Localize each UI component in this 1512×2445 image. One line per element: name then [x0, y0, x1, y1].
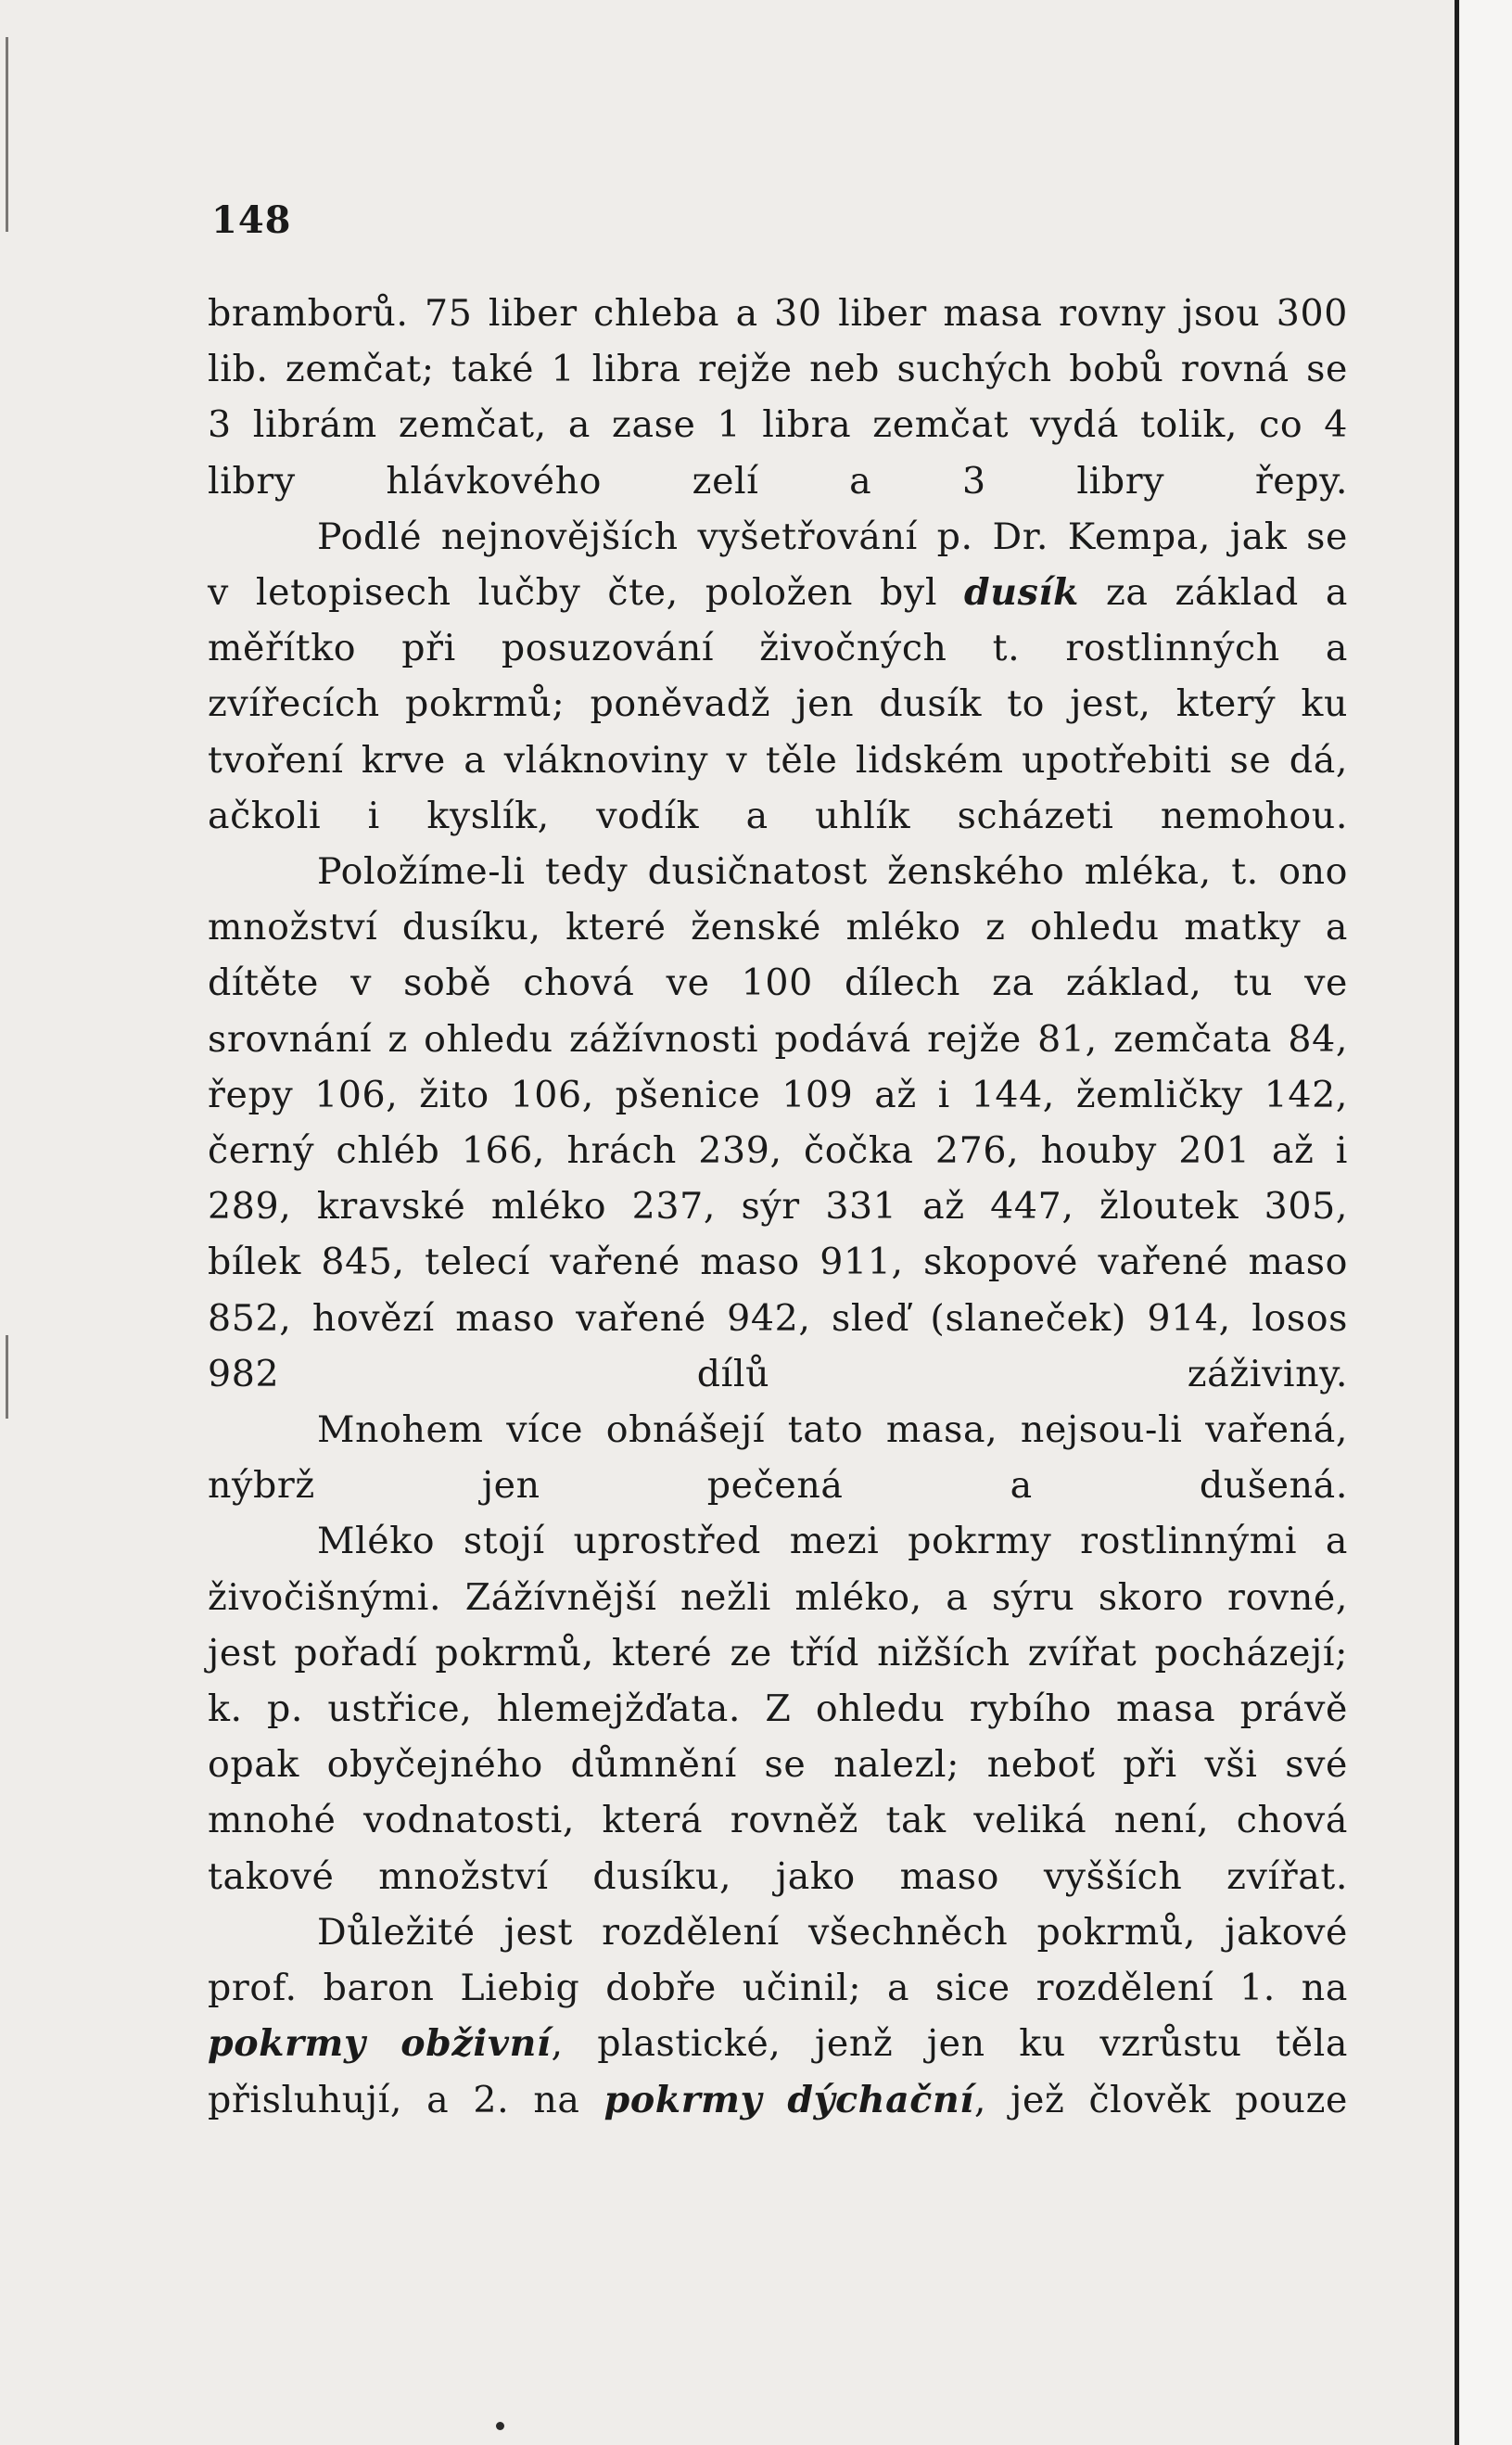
- paragraph: Důležité jest rozdělení všechněch pokrmů, jakové prof. baron Liebig dobře učinil; a sice rozdělení 1. na pokrmy obživní, plastické, jenž jen ku vzrůstu těla přisluhují, a 2. na pokrmy dýchační, jež člověk pouze: [208, 1910, 1348, 2121]
- binding-mark: [6, 1335, 8, 1419]
- ink-dot: [496, 2422, 504, 2430]
- emphasis: pokrmy dýchační: [604, 2078, 974, 2121]
- paragraph: Mléko stojí uprostřed mezi pokrmy rostlinnými a živočišnými. Zážívnější nežli mléko, a sýru skoro rovné, jest pořadí pokrmů, které ze tříd nižších zvířat pocházejí; k. p. ustřice, hlemejžďata. Z ohledu rybího masa právě opak obyčejného důmnění se nalezl; neboť při vši své mnohé vodnatosti, která rovněž tak veliká není, chová takové množství dusíku, jako maso vyšších zvířat.: [208, 1520, 1348, 1898]
- paragraph: Podlé nejnovějších vyšetřování p. Dr. Kempa, jak se v letopisech lučby čte, položen byl dusík za základ a měřítko při posuzování živočných t. rostlinných a zvířecích pokrmů; poněvadž jen dusík to jest, který ku tvoření krve a vláknoviny v těle lidském upotřebiti se dá, ačkoli i kyslík, vodík a uhlík scházeti nemohou.: [208, 515, 1349, 837]
- page-margin-right: [1460, 0, 1512, 2445]
- emphasis: pokrmy obživní: [208, 2022, 552, 2066]
- paragraph: bramborů. 75 liber chleba a 30 liber masa rovny jsou 300 lib. zemčat; také 1 libra rejže neb suchých bobů rovná se 3 librám zemčat, a zase 1 libra zemčat vydá tolik, co 4 libry hlávkového zelí a 3 libry řepy.: [208, 292, 1348, 503]
- paragraph: Položíme-li tedy dusičnatost ženského mléka, t. ono množství dusíku, které ženské mléko z ohledu matky a dítěte v sobě chová ve 100 dílech za základ, tu ve srovnání z ohledu zážívnosti podává rejže 81, zemčata 84, řepy 106, žito 106, pšenice 109 až i 144, žemličky 142, černý chléb 166, hrách 239, čočka 276, houby 201 až i 289, kravské mléko 237, sýr 331 až 447, žloutek 305, bílek 845, telecí vařené maso 911, skopové vařené maso 852, hovězí maso vařené 942, sleď (slaneček) 914, losos 982 dílů záživiny.: [208, 850, 1348, 1395]
- binding-mark: [6, 37, 8, 232]
- page-edge-line: [1455, 0, 1459, 2445]
- emphasis: dusík: [964, 571, 1079, 615]
- body-text: [208, 286, 1348, 2128]
- paragraph: Mnohem více obnášejí tato masa, nejsou-li vařená, nýbrž jen pečená a dušená.: [208, 1408, 1348, 1508]
- page-number: 148: [211, 198, 292, 242]
